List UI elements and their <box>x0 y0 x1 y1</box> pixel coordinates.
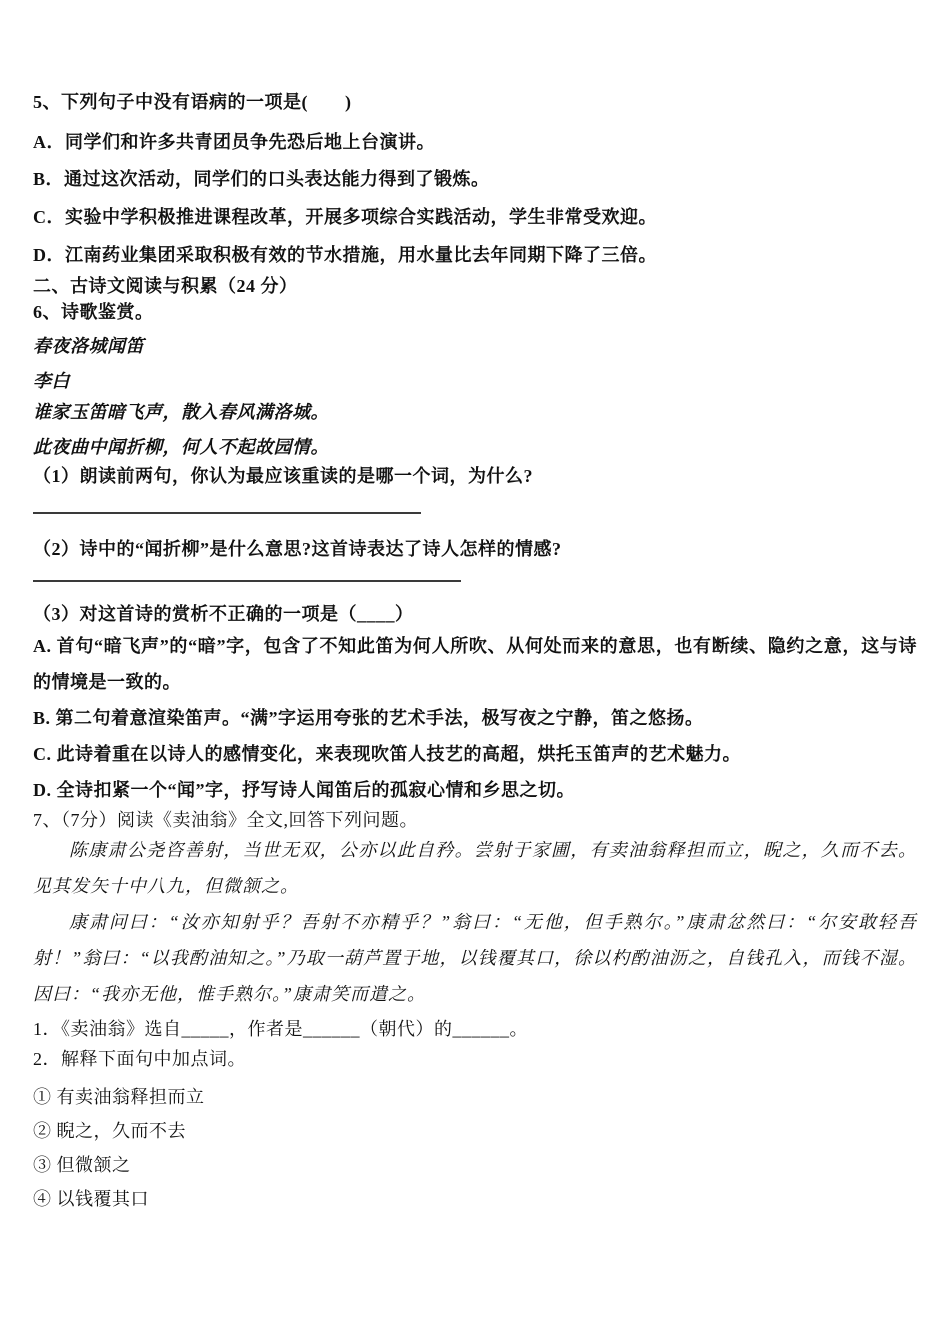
q7-word-item-4: ④ 以钱覆其口 <box>33 1189 149 1209</box>
q5-option-a: A．同学们和许多共青团员争先恐后地上台演讲。 <box>33 132 435 152</box>
section-2-heading: 二、古诗文阅读与积累（24 分） <box>33 276 298 296</box>
q5-option-c: C．实验中学积极推进课程改革，开展多项综合实践活动，学生非常受欢迎。 <box>33 207 657 227</box>
q7-passage-paragraph-2: 康肃问曰：“汝亦知射乎？吾射不亦精乎？”翁曰：“无他，但手熟尔。”康肃忿然曰：“尔安敢轻吾射！”翁曰：“以我酌油知之。”乃取一葫芦置于地，以钱覆其口，徐以杓酌油沥之，自钱孔入，而钱不湿。因曰：“我亦无他，惟手熟尔。”康肃笑而遣之。 <box>33 912 917 1004</box>
q7-word-item-1: ① 有卖油翁释担而立 <box>33 1087 205 1107</box>
answer-blank-line-1 <box>33 512 421 514</box>
answer-blank-line-2 <box>33 580 461 582</box>
poem-author: 李白 <box>33 371 70 391</box>
q6-sub1: （1）朗读前两句，你认为最应该重读的是哪一个词，为什么? <box>33 466 533 486</box>
q5-option-b: B．通过这次活动，同学们的口头表达能力得到了锻炼。 <box>33 169 490 189</box>
q6-sub3: （3）对这首诗的赏析不正确的一项是（____） <box>33 604 414 624</box>
q6-stem: 6、诗歌鉴赏。 <box>33 302 154 322</box>
poem-line-2: 此夜曲中闻折柳，何人不起故园情。 <box>33 437 329 457</box>
q7-word-item-3: ③ 但微颔之 <box>33 1155 131 1175</box>
poem-line-1: 谁家玉笛暗飞声，散入春风满洛城。 <box>33 402 329 422</box>
q6-sub3-option-a: A. 首句“暗飞声”的“暗”字，包含了不知此笛为何人所吹、从何处而来的意思，也有断续、隐约之意，这与诗的情境是一致的。 <box>33 636 917 692</box>
q7-passage-paragraph-1: 陈康肃公尧咨善射，当世无双，公亦以此自矜。尝射于家圃，有卖油翁释担而立，睨之，久而不去。见其发矢十中八九，但微颔之。 <box>33 840 917 896</box>
q5-stem: 5、下列句子中没有语病的一项是( ) <box>33 92 352 112</box>
poem-title: 春夜洛城闻笛 <box>33 336 144 356</box>
q7-word-item-2: ② 睨之，久而不去 <box>33 1121 186 1141</box>
q6-sub3-option-b: B. 第二句着意渲染笛声。“满”字运用夸张的艺术手法，极写夜之宁静，笛之悠扬。 <box>33 708 704 728</box>
q5-option-d: D．江南药业集团采取积极有效的节水措施，用水量比去年同期下降了三倍。 <box>33 245 657 265</box>
q6-sub3-option-c: C. 此诗着重在以诗人的感情变化，来表现吹笛人技艺的高超，烘托玉笛声的艺术魅力。 <box>33 744 741 764</box>
q6-sub3-option-d: D. 全诗扣紧一个“闻”字，抒写诗人闻笛后的孤寂心情和乡思之切。 <box>33 780 575 800</box>
q7-sub2: 2．解释下面句中加点词。 <box>33 1049 246 1069</box>
q7-stem: 7、（7分）阅读《卖油翁》全文,回答下列问题。 <box>33 810 418 830</box>
q7-sub1: 1．《卖油翁》选自_____，作者是______（朝代）的______。 <box>33 1019 528 1039</box>
q6-sub2: （2）诗中的“闻折柳”是什么意思?这首诗表达了诗人怎样的情感? <box>33 539 562 559</box>
